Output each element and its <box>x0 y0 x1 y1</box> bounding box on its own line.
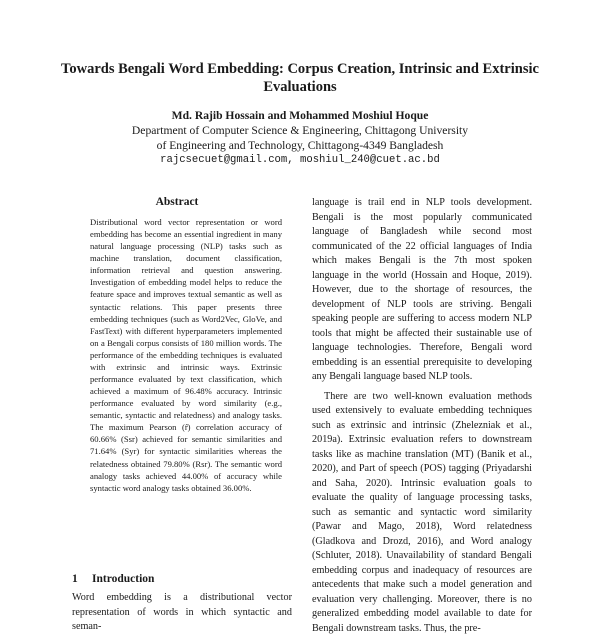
introduction-text <box>72 591 292 635</box>
section-title: Introduction <box>92 573 154 585</box>
paper-title: Towards Bengali Word Embedding: Corpus Creation, Intrinsic and Extrinsic Evaluations <box>60 60 540 96</box>
affiliation-line-2: of Engineering and Technology, Chittagong-4349 Bangladesh <box>60 138 540 153</box>
abstract-heading: Abstract <box>72 196 282 208</box>
affiliation-line-1: Department of Computer Science & Engineering, Chittagong University <box>60 123 540 138</box>
right-paragraph-2: There are two well-known evaluation methods used extensively to evaluate embedding techniques such as extrinsic and intrinsic (Zhelezniak et al., 2019a). Extrinsic evaluation refers to downstream tasks like as machine translation (MT) (Banik et al., 2020), and Part of speech (POS) tagging (Priyadarshi and Saha, 2020). Intrinsic evaluation goals to evaluate the quality of language processing tasks, such as semantic and syntactic word similarity (Pawar and Mago, 2018), Word relatedness (Gladkova and Drozd, 2016), and Word analogy (Schluter, 2018). Unavailability of standard Bengali embedding corpus and inadequacy of resources are antecedents that make such a model generation and evaluation very challenging. Moreover, there is no generalized embedding model available to date for Bengali downstream tasks. Thus, the pre- <box>312 390 532 636</box>
author-emails: rajcsecuet@gmail.com, moshiul_240@cuet.ac.bd <box>60 153 540 168</box>
section-number: 1 <box>72 573 92 585</box>
abstract-text <box>90 216 282 494</box>
abstract-paragraph: Distributional word vector representation or word embedding has become an essential ingredient in many natural language processing (NLP) tasks such as machine translation, document classification, information retrieval and question answering. Investigation of embedding model helps to reduce the feature space and improves textual semantic as well as syntactic relations. This paper presents three embedding techniques (such as Word2Vec, GloVe, and FastText) with different hyperparameters implemented on a Bengali corpus consists of 180 million words. The performance of the embedding techniques is evaluated with extrinsic and intrinsic ways. Extrinsic performance evaluated by text classification, which achieved a maximum of 96.48% accuracy. Intrinsic performance evaluated by word similarity (e.g., semantic, syntactic and relatedness) and analogy tasks. The maximum Pearson (r̂) correlation accuracy of 60.66% (Ssr) achieved for semantic similarities and 71.64% (Syr) for syntactic similarities whereas the relatedness obtained 79.80% (Rsr). The semantic word analogy tasks achieved 44.00% of accuracy while syntactic word analogy tasks obtained 36.00%. <box>90 216 282 494</box>
introduction-paragraph: Word embedding is a distributional vector representation of words in which syntactic and seman- <box>72 591 292 635</box>
author-block <box>60 108 540 168</box>
author-names: Md. Rajib Hossain and Mohammed Moshiul Hoque <box>60 108 540 123</box>
right-paragraph-1: language is trail end in NLP tools development. Bengali is the most popularly communicated language of Bangladesh while second most communicated of the 22 official languages of India which makes Bengali is the 7th most spoken language in the world (Hossain and Hoque, 2019). However, due to the shortage of resources, the development of NLP tools are striving. Bengali speaking people are suffering to access modern NLP tools that might be affected their sustainable use of language technologies. Therefore, Bengali word embedding is an essential prerequisite to developing any Bengali language based NLP tools. <box>312 196 532 385</box>
introduction-heading <box>72 573 292 585</box>
right-column <box>312 196 532 636</box>
